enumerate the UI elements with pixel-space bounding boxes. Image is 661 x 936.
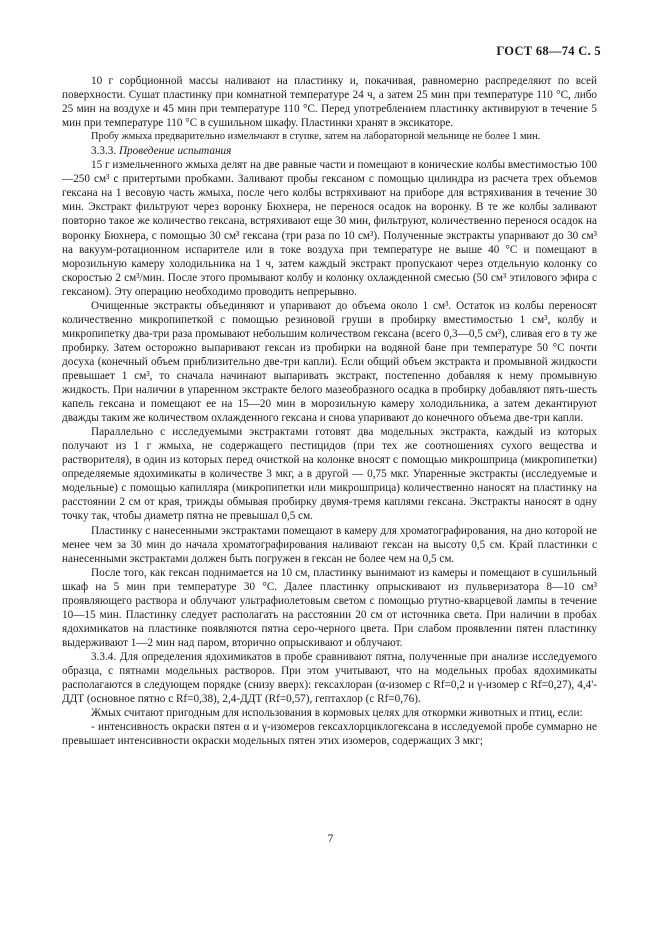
paragraph: Жмых считают пригодным для использования в кормовых целях для откормки животных и птиц, если: xyxy=(91,707,583,720)
section-number: 3.3.3. xyxy=(91,145,117,158)
paragraph: Пробу жмыха предварительно измельчают в ступке, затем на лабораторной мельнице не более 1 мин. xyxy=(91,131,541,143)
page-header: ГОСТ 68—74 С. 5 xyxy=(496,44,601,58)
paragraph: После того, как гексан поднимается на 10 см, пластинку вынимают из камеры и помещают в сушильный шкаф на 5 мин при температуре 30 °С. Далее пластинку опрыскивают из пульверизатора 8—10 см³ проявляющего раствора и облучают ультрафиолетовым светом с помощью ртутно-кварцевой лампы в течение 10—15 мин. Пластинку следует располагать на расстоянии 20 см от источника света. При наличии в пробах ядохимикатов на пластинке появляются пятна серо-черного цвета. При слабом проявлении пятен пластинку выдерживают 1—2 мин над паром, вторично опрыскивают и облучают. xyxy=(62,566,597,649)
list-item: - интенсивность окраски пятен α и γ-изомеров гексахлорциклогексана в исследуемой пробе суммарно не превышает интенсивности окраски модельных пятен этих изомеров, содержащих 3 мкг; xyxy=(62,721,597,748)
paragraph: Очищенные экстракты объединяют и упаривают до объема около 1 см³. Остаток из колбы переносят количественно микропипеткой с помощью резиновой груши в пробирку вместимостью 1 см³, колбу и микропипетку два-три раза промывают небольшим количеством гексана (всего 0,3—0,5 см³), сливая его в ту же пробирку. Затем осторожно выпаривают гексан из пробирки на водяной бане при температуре 50 °С почти досуха (конечный объем приблизительно две-три капли). Если общий объем экстракта и промывной жидкости превышает 1 см³, то сначала начинают выпаривать экстракт, постепенно добавляя к нему промывную жидкость. При наличии в упаренном экстракте белого мазеобразного осадка в пробирку добавляют пять-шесть капель гексана и помещают ее на 15—20 мин в морозильную камеру холодильника, а затем декантируют дважды таким же количеством охлажденного гексана и снова упаривают до конечного объема две-три капли. xyxy=(62,299,597,425)
paragraph: 15 г измельченного жмыха делят на две равные части и помещают в конические колбы вместимостью 100—250 см³ с притертыми пробками. Заливают пробы гексаном с помощью цилиндра из расчета трех объемов гексана на 1 весовую часть жмыха, после чего колбы встряхивают на приборе для встряхивания в течение 30 мин. Экстракт фильтруют через воронку Бюхнера, не перенося осадок на воронку. В те же колбы заливают повторно такое же количество гексана, встряхивают еще 30 мин, фильтруют, количественно перенося осадок на воронку Бюхнера, с помощью 30 см³ гексана (три раза по 10 см³). Полученные экстракты упаривают до 30 см³ на вакуум-ротационном испарителе или в токе воздуха при температуре не выше 40 °С и помещают в морозильную камеру холодильника на 1 ч, затем каждый экстракт пропускают через отдельную колонку со скоростью 2 см³/мин. После этого промывают колбу и колонку охлажденной смесью (50 см³ этилового эфира с гексаном). Эту операцию необходимо проводить непрерывно. xyxy=(62,159,597,298)
body-text xyxy=(62,74,597,748)
paragraph: Параллельно с исследуемыми экстрактами готовят два модельных экстракта, каждый из которых получают из 1 г жмыха, не содержащего пестицидов (при тех же соотношениях сухого вещества и растворителя), в один из которых перед очисткой на колонке вносят с помощью микрошприца (микропипетки) определяемые ядохимикаты в количестве 3 мкг, а в другой — 0,75 мкг. Упаренные экстракты (исследуемые и модельные) с помощью капилляра (микропипетки или микрошприца) количественно наносят на пластинку на расстоянии 2 см от края, трижды обмывая пробирку двумя-тремя каплями гексана. Экстракты наносят в одну точку так, чтобы диаметр пятна не превышал 0,5 см. xyxy=(62,426,597,523)
paragraph: 10 г сорбционной массы наливают на пластинку и, покачивая, равномерно распределяют по всей поверхности. Сушат пластинку при комнатной температуре 24 ч, а затем 25 мин при температуре 110 °С, либо 25 мин на воздухе и 45 мин при температуре 110 °С. Перед употреблением пластинку активируют в течение 5 мин при температуре 110 °С в сушильном шкафу. Пластинки хранят в эксикаторе. xyxy=(62,75,597,130)
paragraph: 3.3.4. Для определения ядохимикатов в пробе сравнивают пятна, полученные при анализе исследуемого образца, с пятнами модельных растворов. При этом учитывают, что на модельных пробах ядохимикаты располагаются в следующем порядке (снизу вверх): гексахлоран (α-изомер с Rf=0,2 и γ-изомер с Rf=0,27), 4,4'-ДДТ (основное пятно с Rf=0,38), 2,4-ДДТ (Rf=0,57), гептахлор (с Rf=0,76). xyxy=(62,650,597,706)
section-title: Проведение испытания xyxy=(118,145,232,158)
section-heading xyxy=(62,144,597,158)
page-number: 7 xyxy=(327,833,334,845)
paragraph: Пластинку с нанесенными экстрактами помещают в камеру для хроматографирования, на дно которой не менее чем за 30 мин до начала хроматографирования наливают гексан на высоту 0,5 см. Край пластинки с нанесенными экстрактами должен быть погружен в гексан не более чем на 0,5 см. xyxy=(62,524,597,565)
